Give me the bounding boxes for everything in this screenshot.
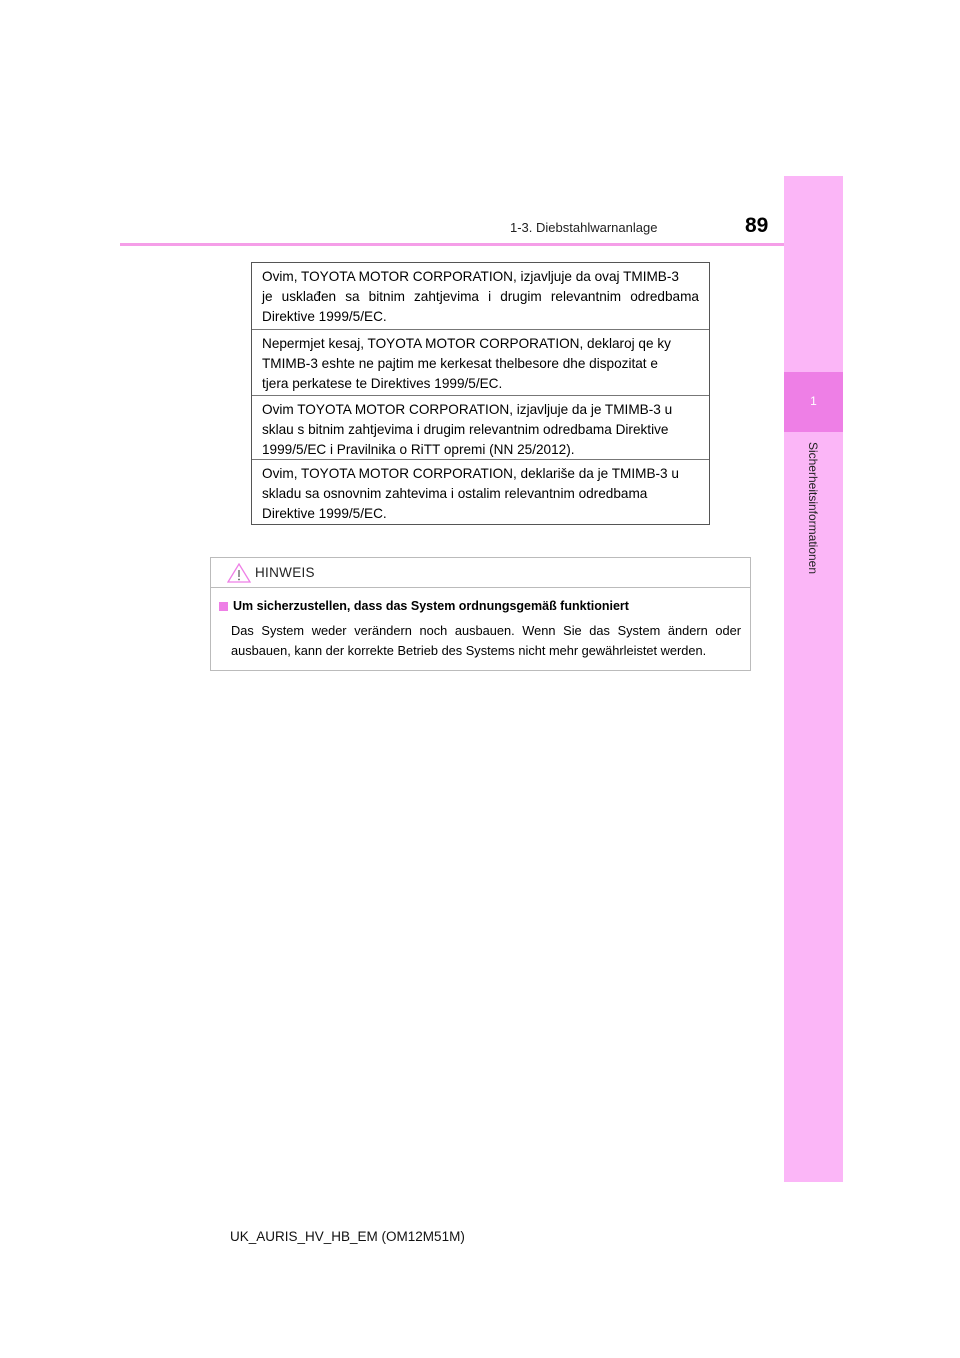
note-heading: Um sicherzustellen, dass das System ordnungsgemäß funktioniert xyxy=(233,599,629,613)
declaration-line: Nepermjet kesaj, TOYOTA MOTOR CORPORATION, deklaroj qe ky xyxy=(262,336,671,351)
chapter-number: 1 xyxy=(810,394,817,408)
declaration-line: 1999/5/EC i Pravilnika o RiTT opremi (NN 25/2012). xyxy=(262,442,575,457)
header-section-title: 1-3. Diebstahlwarnanlage xyxy=(510,220,658,235)
note-divider xyxy=(211,587,750,588)
note-body-line: ausbauen, kann der korrekte Betrieb des Systems nicht mehr gewährleistet werden. xyxy=(231,643,707,658)
header-divider xyxy=(120,243,784,246)
chapter-side-tab xyxy=(784,176,843,1182)
declaration-item xyxy=(252,263,709,327)
chapter-title: Sicherheitsinformationen xyxy=(806,441,820,575)
declaration-line: Direktive 1999/5/EC. xyxy=(262,309,387,324)
declaration-line: Ovim, TOYOTA MOTOR CORPORATION, deklariše da je TMIMB-3 u xyxy=(262,466,679,481)
declaration-line: Ovim TOYOTA MOTOR CORPORATION, izjavljuje da je TMIMB-3 u xyxy=(262,402,673,417)
note-box xyxy=(210,557,751,671)
note-title: HINWEIS xyxy=(255,565,315,580)
declaration-item xyxy=(252,460,709,524)
declaration-line: Direktive 1999/5/EC. xyxy=(262,506,387,521)
declaration-item xyxy=(252,330,709,394)
bullet-square-icon xyxy=(219,602,228,611)
declaration-line: sklau s bitnim zahtjevima i drugim relevantnim odredbama Direktive xyxy=(262,422,669,437)
declaration-line: je usklađen sa bitnim zahtjevima i drugim relevantnim odredbama xyxy=(262,289,699,304)
note-body xyxy=(231,621,741,661)
declaration-line: TMIMB-3 eshte ne pajtim me kerkesat thelbesore dhe dispozitat e xyxy=(262,356,658,371)
declaration-box xyxy=(251,262,710,525)
page-number: 89 xyxy=(745,214,769,237)
declaration-line: skladu sa osnovnim zahtevima i ostalim relevantnim odredbama xyxy=(262,486,648,501)
footer-doc-code: UK_AURIS_HV_HB_EM (OM12M51M) xyxy=(230,1229,465,1244)
warning-triangle-icon xyxy=(227,563,251,583)
declaration-line: Ovim, TOYOTA MOTOR CORPORATION, izjavljuje da ovaj TMIMB-3 xyxy=(262,269,679,284)
declaration-item xyxy=(252,396,709,460)
note-body-line: Das System weder verändern noch ausbauen. Wenn Sie das System ändern oder xyxy=(231,623,741,638)
declaration-line: tjera perkatese te Direktives 1999/5/EC. xyxy=(262,376,503,391)
